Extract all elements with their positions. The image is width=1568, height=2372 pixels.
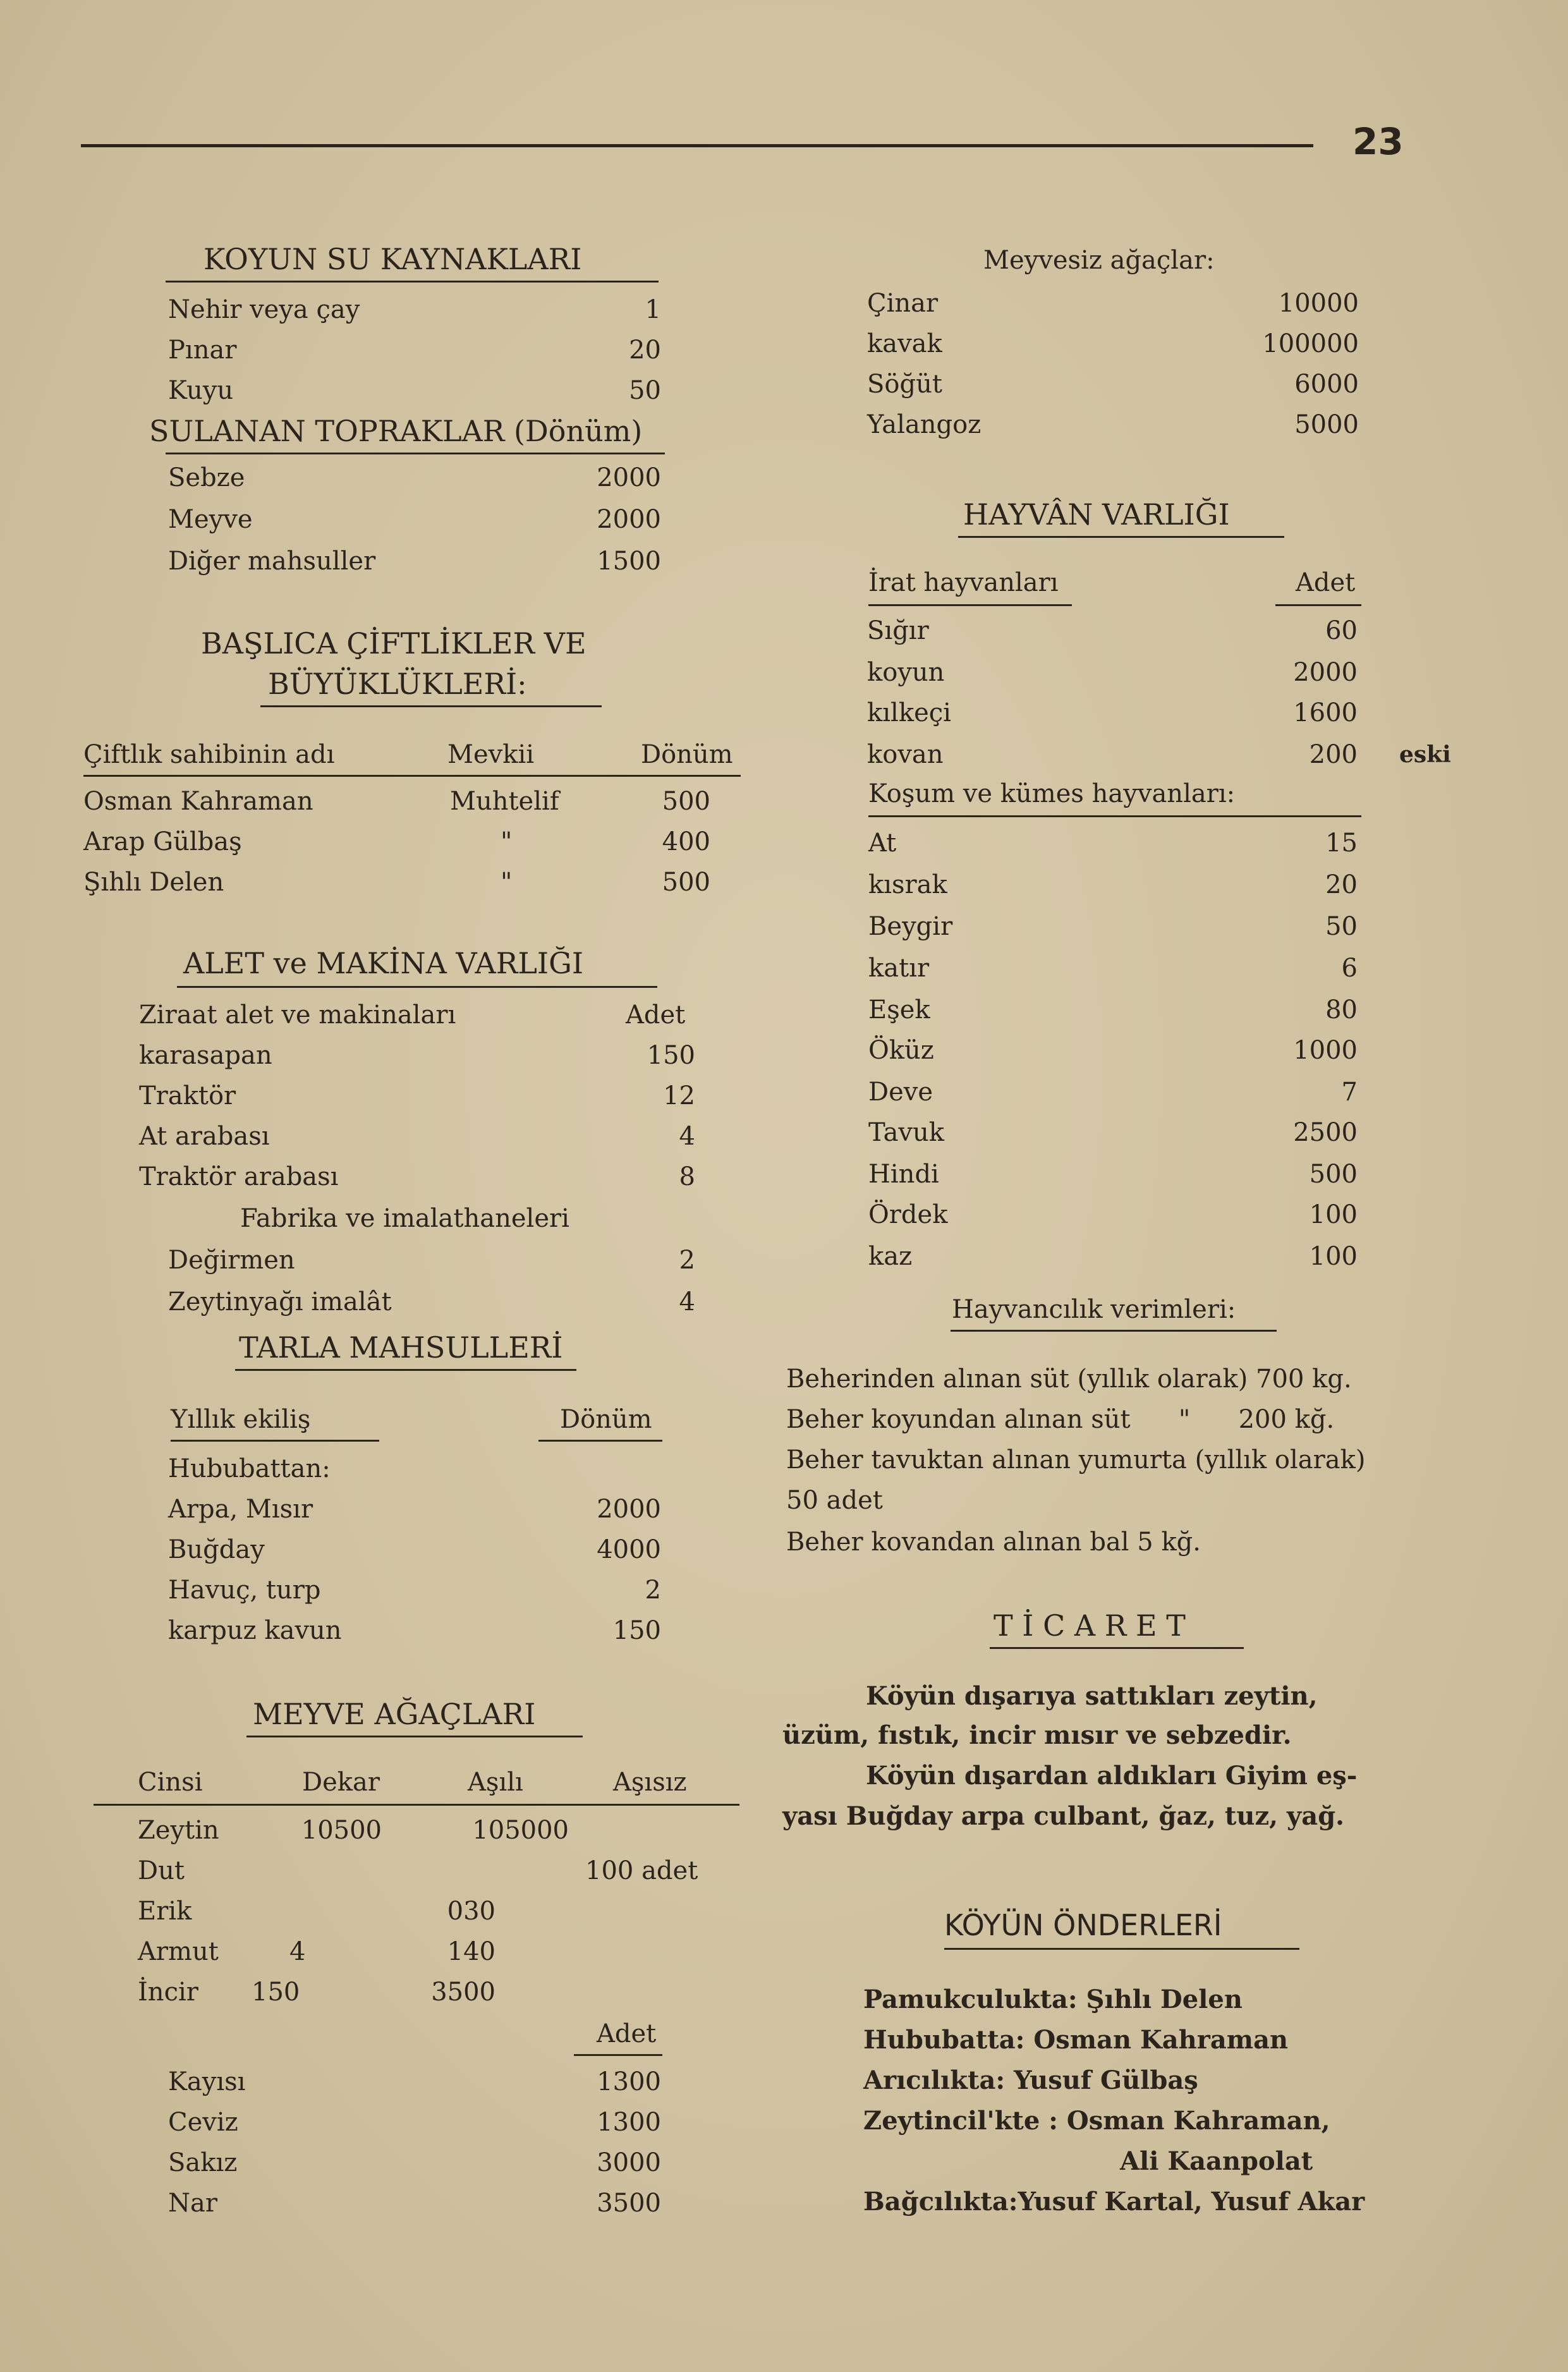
tarla-row-name: Buğday [168,1535,265,1564]
onderler-underline [944,1948,1299,1950]
hayvan-kosum-row-name: kaz [868,1242,913,1271]
verim-line: Beherinden alınan süt (yıllık olarak) 700 kg. [786,1365,1352,1394]
meyvesiz-row-value: 6000 [1294,370,1359,399]
alet-row-value: 12 [663,1081,695,1110]
ciftlikler-row-place: Muhtelif [450,787,559,816]
sulanan-row-value: 2000 [597,505,661,534]
ciftlikler-header-place: Mevkii [447,740,535,769]
meyvesiz-row-name: Söğüt [867,370,942,399]
ticaret-line: Köyün dışarıya sattıkları zeytin, [866,1681,1318,1711]
meyve-row-name: Erik [138,1897,192,1926]
onderler-line: Ali Kaanpolat [1120,2146,1313,2176]
hayvan-kosum-row-value: 20 [1325,870,1358,899]
hayvan-irat-row-name: kovan [867,740,944,769]
tarla-row-value: 2000 [597,1495,661,1524]
alet-row-name: karasapan [139,1041,272,1070]
fabrika-row-name: Zeytinyağı imalât [168,1287,392,1317]
ciftlikler-title-underline [260,705,602,707]
tarla-row-value: 4000 [597,1535,661,1564]
meyve-title: MEYVE AĞAÇLARI [253,1697,536,1731]
hayvan-irat-row-value: 60 [1325,616,1358,645]
ticaret-line: yası Buğday arpa culbant, ğaz, tuz, yağ. [782,1801,1345,1831]
ciftlikler-row-name: Osman Kahraman [83,787,313,816]
tarla-row-name: karpuz kavun [168,1616,342,1645]
hayvan-kosum-row-value: 6 [1341,954,1358,983]
hayvan-kosum-row-value: 100 [1309,1242,1358,1271]
tarla-row-name: Arpa, Mısır [168,1495,313,1524]
ticaret-line: Köyün dışardan aldıkları Giyim eş- [866,1761,1358,1791]
onderler-line: Bağcılıkta:Yusuf Kartal, Yusuf Akar [863,2187,1365,2217]
hayvan-kosum-row-value: 80 [1325,995,1358,1025]
hayvan-kosum-row-value: 50 [1325,912,1358,941]
meyve-adet-row-name: Nar [168,2189,217,2218]
hayvan-kosum-row-name: At [868,829,897,858]
onderler-line: Zeytincil'kte : Osman Kahraman, [863,2106,1330,2136]
meyve-adet-rule [574,2054,662,2056]
koyun-su-row-name: Pınar [168,336,237,365]
tarla-header-name-rule [171,1440,379,1442]
meyve-adet-row-value: 1300 [597,2108,661,2137]
hayvan-kosum-row-name: Tavuk [868,1118,945,1147]
ciftlikler-row-value: 500 [662,787,710,816]
hayvan-adet-header: Adet [1296,568,1356,597]
hayvan-kosum-row-value: 2500 [1293,1118,1358,1147]
koyun-su-row-name: Kuyu [168,376,234,405]
hayvan-kosum-row-name: Ördek [868,1200,948,1229]
meyve-adet-row-value: 1300 [597,2067,661,2096]
sulanan-underline [166,453,665,454]
meyvesiz-row-value: 100000 [1262,329,1359,358]
tarla-row-value: 2 [645,1576,661,1605]
koyun-su-row-value: 20 [629,336,661,365]
onderler-line: Arıcılıkta: Yusuf Gülbaş [863,2065,1198,2095]
hayvan-kosum-row-name: Eşek [868,995,930,1025]
meyve-row-asili: 140 [447,1937,495,1966]
hayvan-irat-header: İrat hayvanları [868,568,1059,597]
tarla-underline [235,1369,576,1371]
koyun-su-title: KOYUN SU KAYNAKLARI [204,242,582,276]
hayvan-kosum-row-name: Hindi [868,1160,939,1189]
alet-row-value: 4 [679,1122,695,1151]
ciftlikler-row-name: Şıhlı Delen [83,868,224,897]
meyve-adet-header: Adet [597,2019,657,2048]
meyve-header-asili: Aşılı [468,1768,523,1797]
fabrika-row-value: 4 [679,1287,695,1317]
hayvan-irat-row-value: 200 [1309,740,1358,769]
ciftlikler-header-rule [83,775,741,777]
meyvesiz-row-name: kavak [867,329,942,358]
sulanan-row-value: 1500 [597,547,661,576]
onderler-line: Hububatta: Osman Kahraman [863,2025,1289,2055]
hayvan-kosum-row-value: 7 [1341,1078,1358,1107]
fabrika-row-name: Değirmen [168,1246,295,1275]
hayvan-kosum-row-name: Öküz [868,1036,934,1065]
alet-underline [177,986,657,988]
hayvan-kosum-row-name: Deve [868,1078,933,1107]
hayvan-irat-row-name: kılkeçi [867,698,951,727]
alet-row-name: Traktör arabası [139,1162,339,1191]
tarla-row-name: Havuç, turp [168,1576,321,1605]
hayvan-kosum-row-value: 500 [1309,1160,1358,1189]
verim-underline [951,1330,1277,1332]
meyve-row-asili: 3500 [431,1978,495,2007]
meyve-adet-row-value: 3500 [597,2189,661,2218]
meyve-adet-row-name: Sakız [168,2148,238,2177]
meyvesiz-row-name: Yalangoz [867,410,982,439]
ciftlikler-row-value: 500 [662,868,710,897]
meyve-row-dekar: 150 [252,1978,300,2007]
meyvesiz-row-value: 5000 [1294,410,1359,439]
ciftlikler-row-name: Arap Gülbaş [83,827,242,856]
ciftlikler-title-2: BÜYÜKLÜKLERİ: [268,667,527,701]
meyvesiz-title: Meyvesiz ağaçlar: [983,246,1215,275]
meyve-row-dekar: 10500 [301,1816,382,1845]
tarla-header-value: Dönüm [560,1405,652,1434]
verim-line: 50 adet [786,1486,883,1515]
koyun-su-row-name: Nehir veya çay [168,295,360,324]
hayvan-irat-row-name: koyun [867,658,945,687]
verim-line: Beher kovandan alınan bal 5 kğ. [786,1528,1201,1557]
meyve-row-name: Dut [138,1856,185,1885]
verim-line: Beher koyundan alınan süt " 200 kğ. [786,1405,1335,1434]
alet-header-name: Ziraat alet ve makinaları [139,1000,456,1030]
ticaret-title: T İ C A R E T [994,1609,1186,1643]
hayvan-kovan-note: eski [1399,741,1451,768]
hayvan-underline [958,536,1284,538]
ticaret-line: üzüm, fıstık, incir mısır ve sebzedir. [782,1720,1292,1750]
ciftlikler-row-place: " [501,827,513,856]
sulanan-row-name: Sebze [168,463,245,492]
sulanan-title: SULANAN TOPRAKLAR (Dönüm) [149,414,643,448]
verim-title: Hayvancılık verimleri: [952,1295,1236,1324]
koyun-su-underline [166,281,659,283]
ciftlikler-header-name: Çiftlık sahibinin adı [83,740,335,769]
meyve-adet-row-name: Kayısı [168,2067,246,2096]
hayvan-kosum-row-name: Beygir [868,912,953,941]
onderler-line: Pamukculukta: Şıhlı Delen [863,1985,1243,2014]
alet-row-name: At arabası [139,1122,270,1151]
ticaret-underline [990,1647,1244,1649]
meyve-adet-row-value: 3000 [597,2148,661,2177]
meyve-row-asili: 105000 [472,1816,569,1845]
tarla-header-name: Yıllık ekiliş [171,1405,311,1434]
ciftlikler-header-value: Dönüm [641,740,733,769]
hayvan-kosum-header: Koşum ve kümes hayvanları: [868,779,1236,808]
hayvan-kosum-row-value: 15 [1325,829,1358,858]
hayvan-irat-header-rule [868,604,1072,606]
ciftlikler-row-place: " [501,868,513,897]
ciftlikler-title-1: BAŞLICA ÇİFTLİKLER VE [201,626,586,660]
fabrika-row-value: 2 [679,1246,695,1275]
meyve-header-cinsi: Cinsi [138,1768,203,1797]
tarla-subheader: Hububattan: [168,1454,331,1483]
hayvan-title: HAYVÂN VARLIĞI [963,497,1230,532]
alet-row-value: 150 [647,1041,695,1070]
hayvan-kosum-row-value: 1000 [1293,1036,1358,1065]
meyve-row-dekar: 4 [289,1937,306,1966]
hayvan-kosum-rule [868,815,1361,817]
tarla-title: TARLA MAHSULLERİ [239,1330,563,1365]
header-rule [81,144,1313,147]
meyve-row-name: Armut [138,1937,219,1966]
meyve-row-asisiz: 100 adet [585,1856,698,1885]
alet-header-value: Adet [626,1000,686,1030]
hayvan-kosum-row-value: 100 [1309,1200,1358,1229]
sulanan-row-value: 2000 [597,463,661,492]
meyve-row-name: Zeytin [138,1816,219,1845]
alet-title: ALET ve MAKİNA VARLIĞI [183,946,584,980]
meyvesiz-row-value: 10000 [1278,289,1359,318]
sulanan-row-name: Meyve [168,505,253,534]
meyve-underline [246,1736,583,1737]
onderler-title: KÖYÜN ÖNDERLERİ [944,1908,1222,1942]
hayvan-irat-row-value: 2000 [1293,658,1358,687]
tarla-header-value-rule [538,1440,662,1442]
sulanan-row-name: Diğer mahsuller [168,547,376,576]
koyun-su-row-value: 50 [629,376,661,405]
meyve-row-name: İncir [138,1978,198,2007]
page-number: 23 [1352,120,1404,163]
meyve-header-dekar: Dekar [302,1768,380,1797]
hayvan-irat-row-name: Sığır [867,616,929,645]
alet-row-value: 8 [679,1162,695,1191]
fabrika-title: Fabrika ve imalathaneleri [240,1204,569,1233]
alet-row-name: Traktör [139,1081,236,1110]
hayvan-irat-row-value: 1600 [1293,698,1358,727]
verim-line: Beher tavuktan alınan yumurta (yıllık olarak) [786,1445,1366,1475]
meyve-header-rule [94,1804,739,1806]
meyve-header-asisiz: Aşısız [613,1768,687,1797]
tarla-row-value: 150 [612,1616,661,1645]
meyve-adet-row-name: Ceviz [168,2108,238,2137]
meyve-row-asili: 030 [447,1897,495,1926]
hayvan-kosum-row-name: kısrak [868,870,947,899]
ciftlikler-row-value: 400 [662,827,710,856]
hayvan-adet-header-rule [1275,604,1361,606]
meyvesiz-row-name: Çinar [867,289,939,318]
hayvan-kosum-row-name: katır [868,954,930,983]
koyun-su-row-value: 1 [645,295,661,324]
